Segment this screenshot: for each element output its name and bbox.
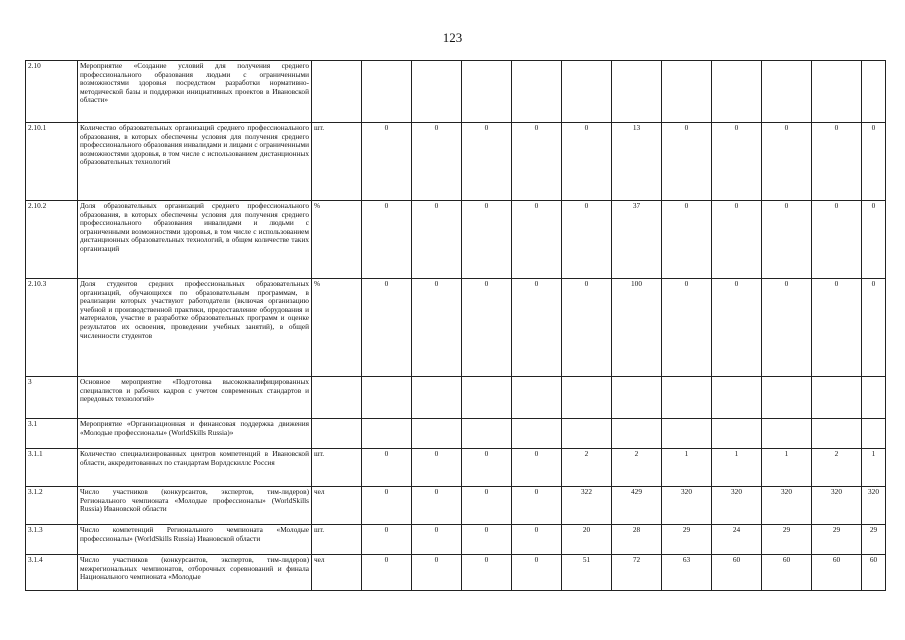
indicator-name: Число участников (конкурсантов, экспертов, тим-лидеров) Регионального чемпионата «Молодые профессионалы» (WorldSkills Russia) Ивановской области	[78, 487, 312, 525]
value-cell: 29	[812, 525, 862, 555]
table-row	[26, 201, 886, 279]
unit-cell: шт.	[312, 449, 362, 487]
table-row	[26, 555, 886, 591]
value-cell: 0	[562, 279, 612, 377]
unit-cell	[312, 419, 362, 449]
value-cell: 0	[762, 123, 812, 201]
value-cell: 0	[362, 123, 412, 201]
value-cell: 0	[462, 487, 512, 525]
value-cell: 0	[512, 555, 562, 591]
indicator-name: Основное мероприятие «Подготовка высококвалифицированных специалистов и рабочих кадров с учетом современных стандартов и передовых технологий»	[78, 377, 312, 419]
value-cell: 29	[762, 525, 812, 555]
page-number: 123	[442, 30, 463, 45]
table-row	[26, 419, 886, 449]
value-cell: 0	[412, 555, 462, 591]
unit-cell	[312, 61, 362, 123]
value-cell: 72	[612, 555, 662, 591]
value-cell: 0	[862, 123, 886, 201]
value-cell	[462, 419, 512, 449]
value-cell: 0	[812, 123, 862, 201]
value-cell: 60	[862, 555, 886, 591]
value-cell	[812, 419, 862, 449]
table-row	[26, 525, 886, 555]
value-cell: 29	[662, 525, 712, 555]
value-cell: 0	[512, 123, 562, 201]
value-cell: 63	[662, 555, 712, 591]
value-cell	[712, 61, 762, 123]
row-number: 2.10.1	[26, 123, 78, 201]
value-cell: 0	[712, 201, 762, 279]
value-cell: 0	[512, 487, 562, 525]
value-cell	[862, 377, 886, 419]
value-cell: 1	[862, 449, 886, 487]
value-cell	[662, 61, 712, 123]
row-number: 3.1	[26, 419, 78, 449]
row-number: 3	[26, 377, 78, 419]
value-cell: 13	[612, 123, 662, 201]
value-cell: 2	[562, 449, 612, 487]
value-cell: 0	[662, 123, 712, 201]
value-cell: 0	[862, 201, 886, 279]
value-cell: 0	[762, 201, 812, 279]
value-cell: 2	[612, 449, 662, 487]
value-cell	[462, 377, 512, 419]
value-cell: 51	[562, 555, 612, 591]
value-cell	[862, 61, 886, 123]
value-cell: 0	[712, 279, 762, 377]
value-cell: 320	[662, 487, 712, 525]
unit-cell: %	[312, 279, 362, 377]
unit-cell: чел	[312, 555, 362, 591]
table-row	[26, 377, 886, 419]
value-cell: 0	[712, 123, 762, 201]
indicator-name: Доля студентов средних профессиональных образовательных организаций, обучающихся по образовательным программам, в реализации которых участвуют работодатели (включая организацию учебной и производственной практики, предоставление оборудования и материалов, участие в разработке образовательных программ и оценке результатов их освоения, проведении учебных занятий), в общей численности студентов	[78, 279, 312, 377]
indicator-name: Число компетенций Регионального чемпионата «Молодые профессионалы» (WorldSkills Russia) Ивановской области	[78, 525, 312, 555]
value-cell: 429	[612, 487, 662, 525]
row-number: 3.1.4	[26, 555, 78, 591]
value-cell	[612, 377, 662, 419]
value-cell: 60	[712, 555, 762, 591]
value-cell: 60	[762, 555, 812, 591]
value-cell	[562, 377, 612, 419]
indicators-table	[25, 60, 886, 591]
value-cell: 0	[812, 279, 862, 377]
value-cell: 0	[362, 525, 412, 555]
row-number: 2.10.2	[26, 201, 78, 279]
value-cell: 0	[662, 279, 712, 377]
value-cell	[812, 377, 862, 419]
value-cell: 28	[612, 525, 662, 555]
value-cell: 0	[362, 201, 412, 279]
table-row	[26, 487, 886, 525]
value-cell: 37	[612, 201, 662, 279]
value-cell: 0	[412, 525, 462, 555]
table-row	[26, 279, 886, 377]
value-cell: 0	[362, 279, 412, 377]
value-cell	[562, 419, 612, 449]
value-cell	[812, 61, 862, 123]
value-cell	[762, 61, 812, 123]
value-cell: 29	[862, 525, 886, 555]
row-number: 3.1.1	[26, 449, 78, 487]
value-cell: 0	[412, 201, 462, 279]
value-cell: 0	[762, 279, 812, 377]
value-cell: 0	[362, 487, 412, 525]
value-cell	[362, 419, 412, 449]
value-cell: 0	[812, 201, 862, 279]
value-cell: 0	[412, 487, 462, 525]
value-cell: 60	[812, 555, 862, 591]
value-cell: 0	[462, 449, 512, 487]
value-cell	[512, 61, 562, 123]
value-cell: 0	[412, 279, 462, 377]
value-cell	[412, 377, 462, 419]
row-number: 2.10.3	[26, 279, 78, 377]
value-cell: 320	[812, 487, 862, 525]
value-cell	[512, 419, 562, 449]
value-cell: 24	[712, 525, 762, 555]
value-cell: 100	[612, 279, 662, 377]
value-cell: 0	[512, 525, 562, 555]
unit-cell: шт.	[312, 123, 362, 201]
value-cell	[362, 377, 412, 419]
value-cell: 0	[462, 123, 512, 201]
row-number: 3.1.3	[26, 525, 78, 555]
value-cell: 0	[512, 449, 562, 487]
table-row	[26, 123, 886, 201]
value-cell	[612, 419, 662, 449]
value-cell: 0	[462, 201, 512, 279]
value-cell	[562, 61, 612, 123]
table-row	[26, 61, 886, 123]
row-number: 3.1.2	[26, 487, 78, 525]
unit-cell: %	[312, 201, 362, 279]
indicator-name: Количество специализированных центров компетенций в Ивановской области, аккредитованных по стандартам Ворлдскиллс Россия	[78, 449, 312, 487]
value-cell: 322	[562, 487, 612, 525]
value-cell	[712, 419, 762, 449]
value-cell: 320	[862, 487, 886, 525]
table-row	[26, 449, 886, 487]
indicator-name: Число участников (конкурсантов, экспертов, тим-лидеров) межрегиональных чемпионатов, отборочных соревнований и финала Национального чемпионата «Молодые	[78, 555, 312, 591]
value-cell: 0	[562, 201, 612, 279]
value-cell	[462, 61, 512, 123]
value-cell	[762, 377, 812, 419]
value-cell: 0	[412, 449, 462, 487]
value-cell	[612, 61, 662, 123]
value-cell: 0	[412, 123, 462, 201]
value-cell: 20	[562, 525, 612, 555]
value-cell: 0	[462, 555, 512, 591]
value-cell	[512, 377, 562, 419]
value-cell	[362, 61, 412, 123]
value-cell: 320	[762, 487, 812, 525]
indicator-name: Мероприятие «Создание условий для получения среднего профессионального образования людьми с ограниченными возможностями здоровья посредством разработки нормативно-методической базы и поддержки инициативных проектов в Ивановской области»	[78, 61, 312, 123]
value-cell	[862, 419, 886, 449]
value-cell: 0	[512, 279, 562, 377]
unit-cell	[312, 377, 362, 419]
value-cell: 0	[462, 279, 512, 377]
value-cell: 0	[512, 201, 562, 279]
value-cell	[412, 419, 462, 449]
value-cell	[662, 377, 712, 419]
value-cell: 0	[662, 201, 712, 279]
value-cell: 0	[462, 525, 512, 555]
indicator-name: Мероприятие «Организационная и финансовая поддержка движения «Молодые профессионалы» (WorldSkills Russia)»	[78, 419, 312, 449]
value-cell	[712, 377, 762, 419]
indicator-name: Количество образовательных организаций среднего профессионального образования, в которых обеспечены условия для получения среднего профессионального образования инвалидами и лицами с ограниченными возможностями здоровья, в том числе с использованием дистанционных образовательных технологий	[78, 123, 312, 201]
value-cell: 0	[362, 555, 412, 591]
value-cell: 320	[712, 487, 762, 525]
value-cell: 0	[862, 279, 886, 377]
value-cell	[662, 419, 712, 449]
value-cell: 0	[562, 123, 612, 201]
unit-cell: шт.	[312, 525, 362, 555]
value-cell	[762, 419, 812, 449]
value-cell	[412, 61, 462, 123]
unit-cell: чел	[312, 487, 362, 525]
value-cell: 0	[362, 449, 412, 487]
value-cell: 1	[662, 449, 712, 487]
value-cell: 2	[812, 449, 862, 487]
indicator-name: Доля образовательных организаций среднего профессионального образования, в которых обеспечены условия для получения среднего профессионального образования инвалидами и людьми с ограниченными возможностями здоровья, в том числе с использованием дистанционных образовательных технологий, в общем количестве таких организаций	[78, 201, 312, 279]
row-number: 2.10	[26, 61, 78, 123]
value-cell: 1	[762, 449, 812, 487]
value-cell: 1	[712, 449, 762, 487]
